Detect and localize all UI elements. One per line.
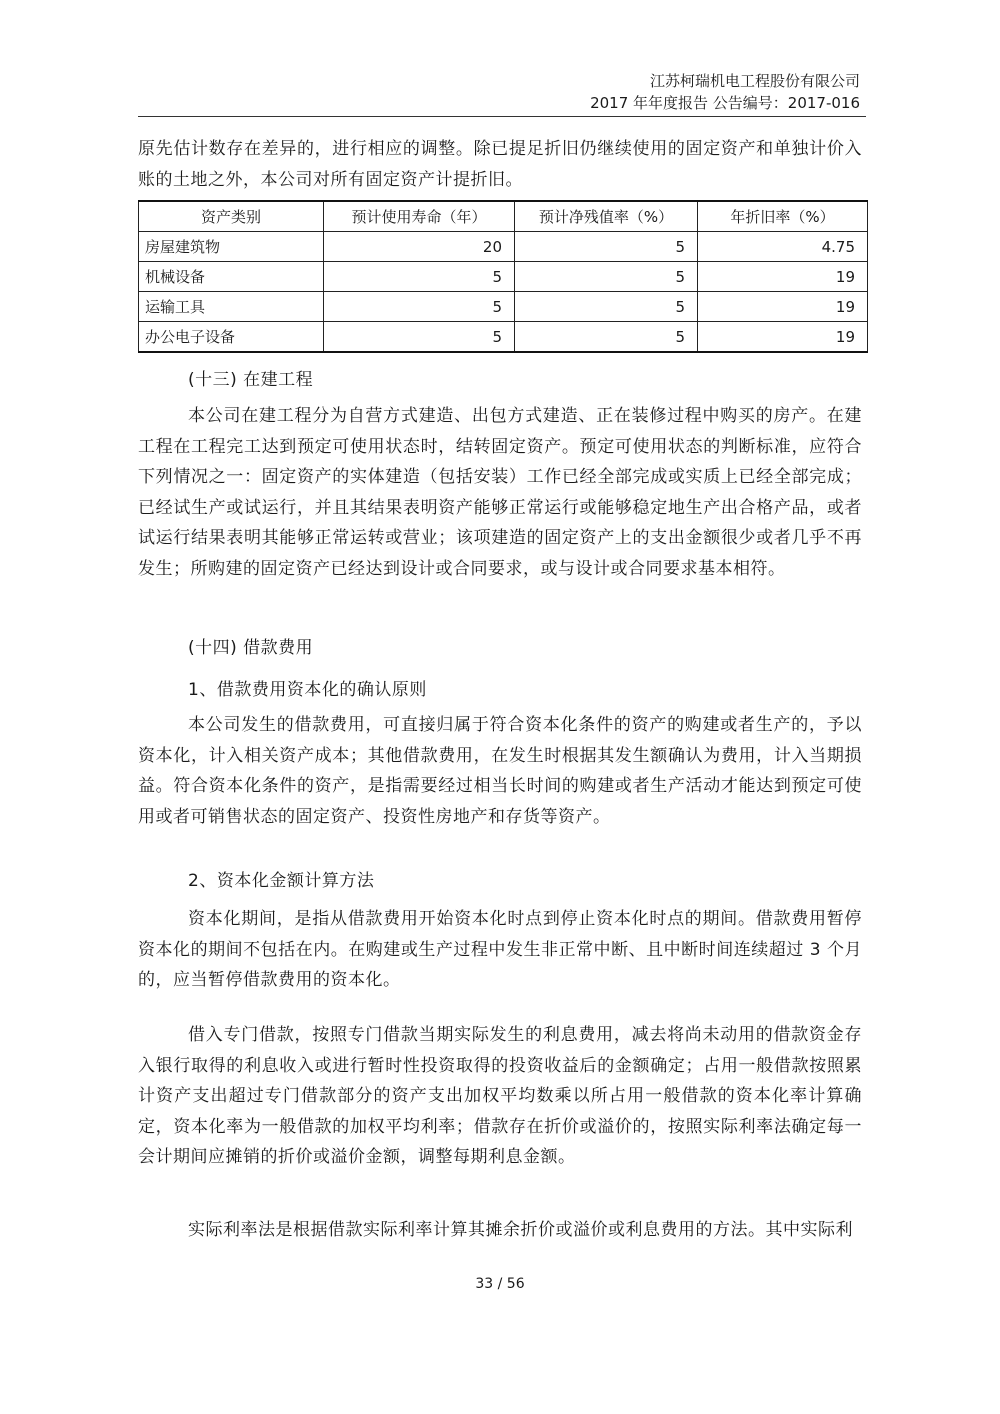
page-number: 33 / 56 (475, 1276, 525, 1292)
table-row (139, 232, 868, 262)
asset-category: 房屋建筑物 (139, 232, 324, 262)
table-row (139, 292, 868, 322)
useful-life: 5 (324, 322, 515, 353)
section-13-heading: (十三) 在建工程 (188, 370, 314, 390)
useful-life: 20 (324, 232, 515, 262)
table-row (139, 322, 868, 353)
header-asset-category: 资产类别 (139, 201, 324, 232)
residual-rate: 5 (515, 232, 698, 262)
section-13-body: 本公司在建工程分为自营方式建造、出包方式建造、正在装修过程中购买的房产。在建工程在工程完工达到预定可使用状态时，结转固定资产。预定可使用状态的判断标准，应符合下列情况之一：固定资产的实体建造（包括安装）工作已经全部完成或实质上已经全部完成；已经试生产或试运行，并且其结果表明资产能够正常运行或能够稳定地生产出合格产品，或者试运行结果表明其能够正常运转或营业；该项建造的固定资产上的支出金额很少或者几乎不再发生；所购建的固定资产已经达到设计或合同要求，或与设计或合同要求基本相符。 (138, 406, 862, 579)
depreciation-rate: 4.75 (698, 232, 868, 262)
residual-rate: 5 (515, 292, 698, 322)
table-row (139, 262, 868, 292)
depreciation-rate: 19 (698, 262, 868, 292)
header-depreciation-rate: 年折旧率（%） (698, 201, 868, 232)
header-useful-life: 预计使用寿命（年） (324, 201, 515, 232)
asset-category: 机械设备 (139, 262, 324, 292)
subsection-2-paragraph-3: 实际利率法是根据借款实际利率计算其摊余折价或溢价或利息费用的方法。其中实际利 (188, 1220, 853, 1240)
asset-category: 运输工具 (139, 292, 324, 322)
header-divider (138, 116, 866, 117)
subsection-1-body: 本公司发生的借款费用，可直接归属于符合资本化条件的资产的购建或者生产的，予以资本化，计入相关资产成本；其他借款费用，在发生时根据其发生额确认为费用，计入当期损益。符合资本化条件的资产，是指需要经过相当长时间的购建或者生产活动才能达到预定可使用或者可销售状态的固定资产、投资性房地产和存货等资产。 (138, 715, 862, 827)
report-info: 2017 年年度报告 公告编号：2017-016 (590, 94, 860, 112)
header-residual-rate: 预计净残值率（%） (515, 201, 698, 232)
depreciation-table (138, 200, 868, 353)
useful-life: 5 (324, 292, 515, 322)
useful-life: 5 (324, 262, 515, 292)
asset-category: 办公电子设备 (139, 322, 324, 353)
subsection-2-paragraph-1: 资本化期间，是指从借款费用开始资本化时点到停止资本化时点的期间。借款费用暂停资本化的期间不包括在内。在购建或生产过程中发生非正常中断、且中断时间连续超过 3 个月的，应当暂停借款费用的资本化。 (138, 909, 862, 990)
page-header (590, 70, 860, 114)
depreciation-rate: 19 (698, 292, 868, 322)
company-name: 江苏柯瑞机电工程股份有限公司 (649, 72, 860, 90)
residual-rate: 5 (515, 322, 698, 353)
residual-rate: 5 (515, 262, 698, 292)
subsection-1-heading: 1、借款费用资本化的确认原则 (188, 680, 427, 700)
table-header-row (139, 201, 868, 232)
subsection-2-paragraph-2: 借入专门借款，按照专门借款当期实际发生的利息费用，减去将尚未动用的借款资金存入银行取得的利息收入或进行暂时性投资取得的投资收益后的金额确定；占用一般借款按照累计资产支出超过专门借款部分的资产支出加权平均数乘以所占用一般借款的资本化率计算确定，资本化率为一般借款的加权平均利率；借款存在折价或溢价的，按照实际利率法确定每一会计期间应摊销的折价或溢价金额，调整每期利息金额。 (138, 1025, 862, 1167)
section-14-heading: (十四) 借款费用 (188, 638, 314, 658)
intro-paragraph: 原先估计数存在差异的，进行相应的调整。除已提足折旧仍继续使用的固定资产和单独计价入账的土地之外，本公司对所有固定资产计提折旧。 (138, 139, 862, 190)
subsection-2-heading: 2、资本化金额计算方法 (188, 871, 375, 891)
depreciation-rate: 19 (698, 322, 868, 353)
